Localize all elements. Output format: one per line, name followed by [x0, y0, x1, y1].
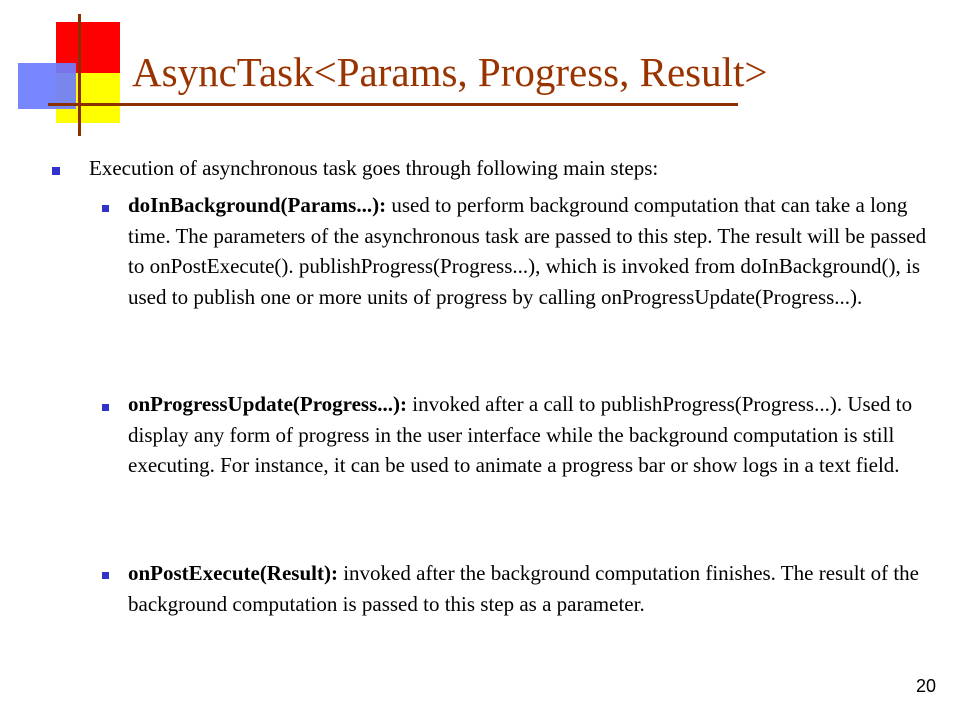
item-term: onProgressUpdate(Progress...): — [128, 392, 407, 416]
item-description: invoked after a call to publishProgress(Progress...). Used to display any form of progress in the user interface while the background computation is still executing. For instance, it can be used to animate a progress bar or show logs in a text field. — [128, 392, 913, 477]
sub-bullet-icon — [102, 572, 109, 579]
logo-vertical-rule — [78, 14, 81, 136]
main-bullet-text: Execution of asynchronous task goes through following main steps: — [89, 156, 659, 180]
list-item — [128, 558, 930, 619]
main-bullet-icon — [52, 167, 60, 175]
item-term: onPostExecute(Result): — [128, 561, 338, 585]
item-description: invoked after the background computation finishes. The result of the background computation is passed to this step as a parameter. — [128, 561, 920, 616]
page-number: 20 — [915, 676, 936, 696]
slide-title: AsyncTask<Params, Progress, Result> — [132, 49, 768, 95]
item-term: doInBackground(Params...): — [128, 193, 387, 217]
list-item — [128, 190, 930, 312]
sub-bullet-icon — [102, 404, 109, 411]
sub-bullet-icon — [102, 205, 109, 212]
item-description: used to perform background computation that can take a long time. The parameters of the asynchronous task are passed to this step. The result will be passed to onPostExecute(). publishProgress(Progress...), which is invoked from doInBackground(), is used to publish one or more units of progress by calling onProgressUpdate(Progress...). — [128, 193, 927, 309]
title-underline-rule — [48, 103, 738, 106]
list-item — [128, 389, 930, 481]
